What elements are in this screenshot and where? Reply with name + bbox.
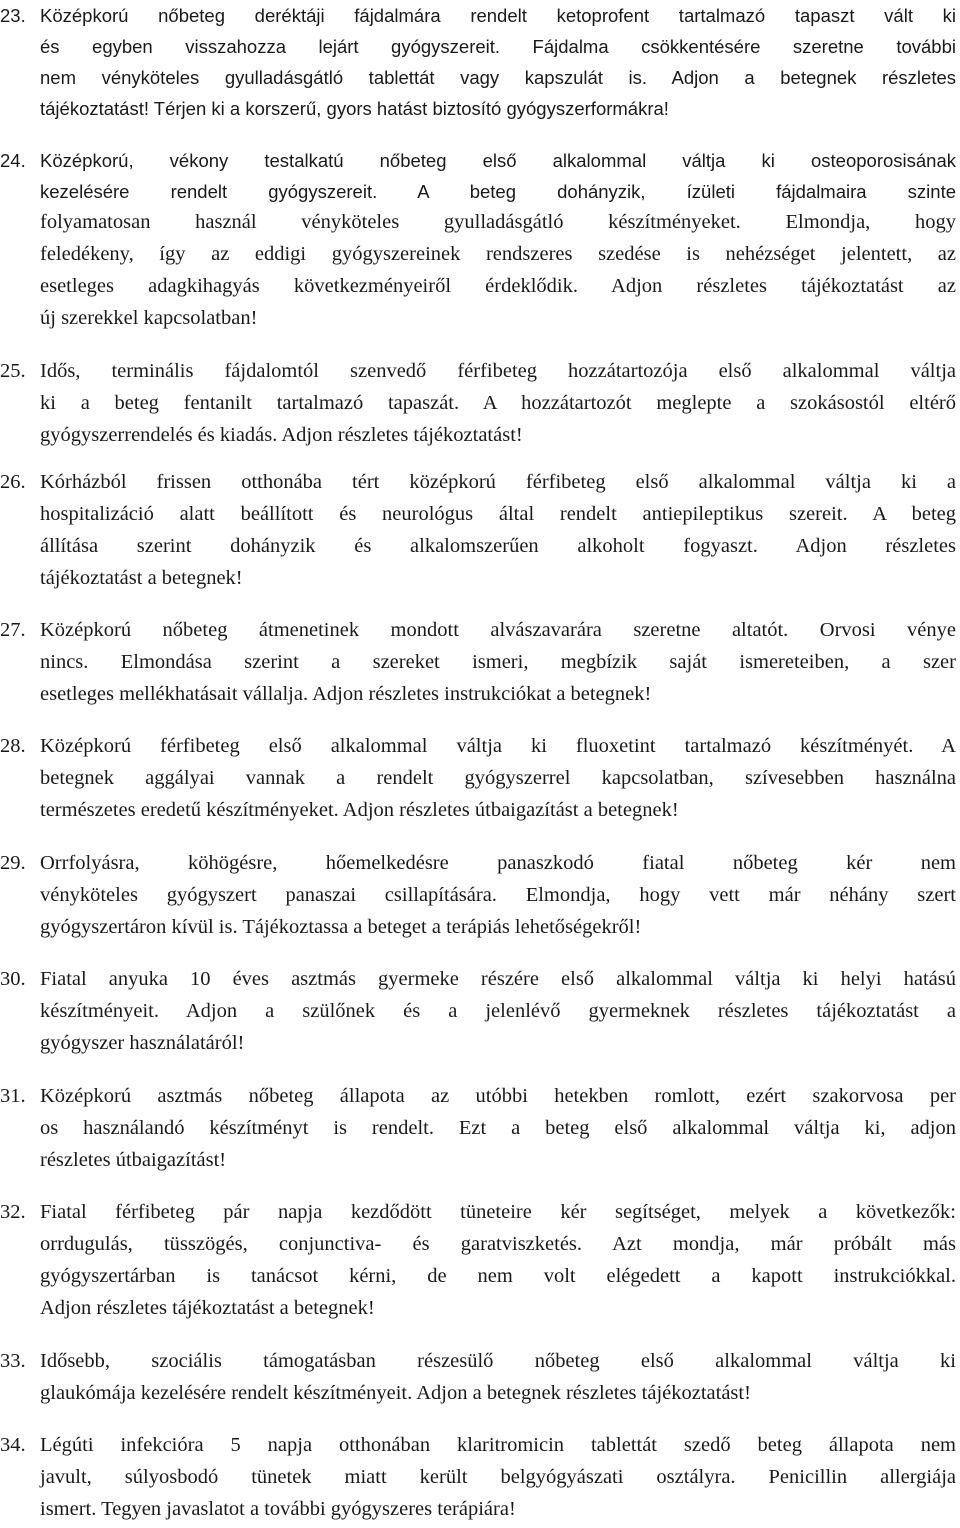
question-number: 27. xyxy=(0,619,26,641)
question-number: 25. xyxy=(0,360,26,382)
question-number: 23. xyxy=(0,5,26,26)
question-text-line: gyógyszertáron kívül is. Tájékoztassa a beteget a terápiás lehetőségekről! xyxy=(40,916,642,938)
question-text-line: esetleges mellékhatásait vállalja. Adjon részletes instrukciókat a betegnek! xyxy=(40,683,652,705)
question-number: 28. xyxy=(0,735,26,757)
question-text-line: Légúti infekcióra 5 napja otthonában klaritromicin tablettát szedő beteg állapota nem xyxy=(40,1434,956,1456)
question-number: 24. xyxy=(0,150,26,171)
question-text-line: tájékoztatást a betegnek! xyxy=(40,567,243,589)
question-number: 32. xyxy=(0,1201,26,1223)
question-text-line: Kórházból frissen otthonába tért középkorú férfibeteg első alkalommal váltja ki a xyxy=(40,471,956,493)
question-text-line: új szerekkel kapcsolatban! xyxy=(40,307,258,329)
question-text-line: ismert. Tegyen javaslatot a további gyógyszeres terápiára! xyxy=(40,1498,516,1520)
question-text-line: vényköteles gyógyszert panaszai csillapítására. Elmondja, hogy vett már néhány szert xyxy=(40,884,956,906)
question-number: 30. xyxy=(0,968,26,990)
question-text-line: Középkorú asztmás nőbeteg állapota az utóbbi hetekben romlott, ezért szakorvosa per xyxy=(40,1085,956,1107)
question-text-line: Középkorú nőbeteg átmenetinek mondott alvászavarára szeretne altatót. Orvosi vénye xyxy=(40,619,956,641)
question-text-line: betegnek aggályai vannak a rendelt gyógyszerrel kapcsolatban, szívesebben használna xyxy=(40,767,956,789)
question-text-line: os használandó készítményt is rendelt. Ezt a beteg első alkalommal váltja ki, adjon xyxy=(40,1117,956,1139)
question-text-line: glaukómája kezelésére rendelt készítményeit. Adjon a betegnek részletes tájékoztatást! xyxy=(40,1382,751,1404)
question-text-line: gyógyszertárban is tanácsot kérni, de nem volt elégedett a kapott instrukciókkal. xyxy=(40,1265,956,1287)
question-text-line: Idősebb, szociális támogatásban részesülő nőbeteg első alkalommal váltja ki xyxy=(40,1350,956,1372)
question-text-line: Adjon részletes tájékoztatást a betegnek! xyxy=(40,1297,375,1319)
question-text-line: Középkorú, vékony testalkatú nőbeteg első alkalommal váltja ki osteoporosisának xyxy=(40,150,956,171)
question-text-line: nem vényköteles gyulladásgátló tablettát vagy kapszulát is. Adjon a betegnek részletes xyxy=(40,67,956,88)
question-number: 29. xyxy=(0,852,26,874)
question-text-line: készítményeit. Adjon a szülőnek és a jelenlévő gyermeknek részletes tájékoztatást a xyxy=(40,1000,956,1022)
question-text-line: Idős, terminális fájdalomtól szenvedő férfibeteg hozzátartozója első alkalommal váltja xyxy=(40,360,956,382)
question-text-line: javult, súlyosbodó tünetek miatt került belgyógyászati osztályra. Penicillin allergiája xyxy=(40,1466,956,1488)
question-text-line: esetleges adagkihagyás következményeiről érdeklődik. Adjon részletes tájékoztatást az xyxy=(40,275,956,297)
question-text-line: feledékeny, így az eddigi gyógyszereinek rendszeres szedése is nehézséget jelentett, az xyxy=(40,243,956,265)
question-number: 26. xyxy=(0,471,26,493)
question-text-line: részletes útbaigazítást! xyxy=(40,1149,227,1171)
question-text-line: kezelésére rendelt gyógyszereit. A beteg dohányzik, ízületi fájdalmaira szinte xyxy=(40,181,956,202)
question-text-line: gyógyszerrendelés és kiadás. Adjon részletes tájékoztatást! xyxy=(40,424,523,446)
question-number: 33. xyxy=(0,1350,26,1372)
question-text-line: természetes eredetű készítményeket. Adjon részletes útbaigazítást a betegnek! xyxy=(40,799,679,821)
question-text-line: Középkorú nőbeteg deréktáji fájdalmára rendelt ketoprofent tartalmazó tapaszt vált ki xyxy=(40,5,956,26)
question-text-line: orrdugulás, tüsszögés, conjunctiva- és garatviszketés. Azt mondja, már próbált más xyxy=(40,1233,956,1255)
question-text-line: és egyben visszahozza lejárt gyógyszereit. Fájdalma csökkentésére szeretne további xyxy=(40,36,956,57)
question-text-line: Fiatal férfibeteg pár napja kezdődött tüneteire kér segítséget, melyek a következők: xyxy=(40,1201,956,1223)
question-text-line: Középkorú férfibeteg első alkalommal váltja ki fluoxetint tartalmazó készítményét. A xyxy=(40,735,956,757)
question-text-line: Fiatal anyuka 10 éves asztmás gyermeke részére első alkalommal váltja ki helyi hatású xyxy=(40,968,956,990)
question-number: 34. xyxy=(0,1434,26,1456)
question-number: 31. xyxy=(0,1085,26,1107)
question-text-line: tájékoztatást! Térjen ki a korszerű, gyors hatást biztosító gyógyszerformákra! xyxy=(40,98,669,119)
question-text-line: állítása szerint dohányzik és alkalomszerűen alkoholt fogyaszt. Adjon részletes xyxy=(40,535,956,557)
question-text-line: Orrfolyásra, köhögésre, hőemelkedésre panaszkodó fiatal nőbeteg kér nem xyxy=(40,852,956,874)
question-text-line: folyamatosan használ vényköteles gyulladásgátló készítményeket. Elmondja, hogy xyxy=(40,211,956,233)
question-text-line: nincs. Elmondása szerint a szereket ismeri, megbízik saját ismereteiben, a szer xyxy=(40,651,956,673)
question-text-line: hospitalizáció alatt beállított és neurológus által rendelt antiepileptikus szereit. A beteg xyxy=(40,503,956,525)
question-text-line: ki a beteg fentanilt tartalmazó tapaszát. A hozzátartozót meglepte a szokásostól eltérő xyxy=(40,392,956,414)
question-text-line: gyógyszer használatáról! xyxy=(40,1032,245,1054)
